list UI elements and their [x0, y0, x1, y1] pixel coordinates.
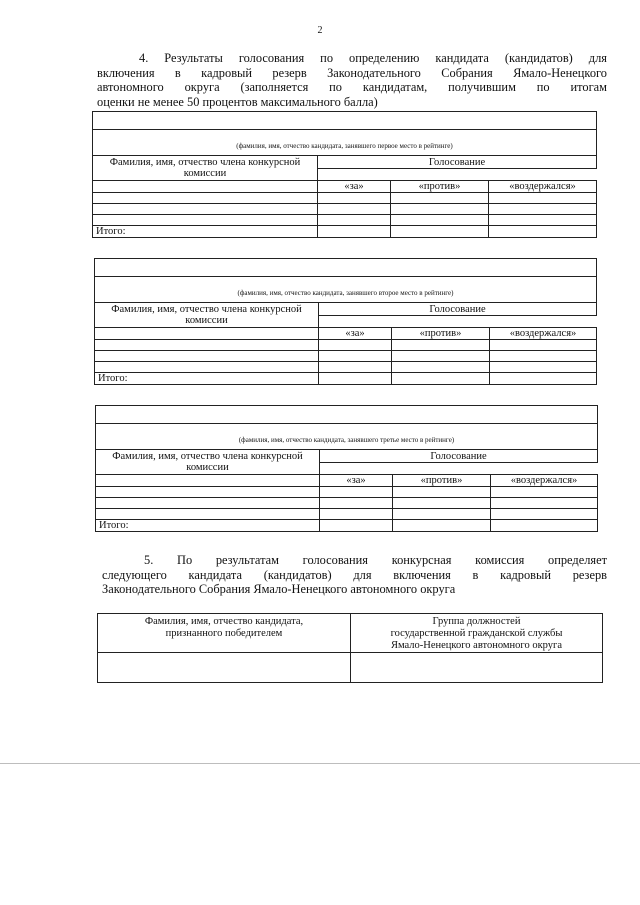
voting-header: Голосование: [320, 450, 598, 463]
vote-cell[interactable]: [391, 204, 489, 215]
vote-cell[interactable]: [489, 204, 597, 215]
member-cell[interactable]: [95, 351, 319, 362]
position-group-header-line: государственной гражданской службы: [390, 628, 563, 639]
total-label: Итого:: [95, 373, 319, 385]
winner-table: [97, 613, 603, 683]
total-cell[interactable]: [320, 520, 393, 532]
vote-cell[interactable]: [391, 193, 489, 204]
section-4-line: 4. Результаты голосования по определению кандидата (кандидатов) для: [139, 51, 607, 65]
vote-cell[interactable]: [489, 215, 597, 226]
member-column-header: Фамилия, имя, отчество члена конкурсной комиссии: [93, 156, 318, 181]
section-5-line: Законодательного Собрания Ямало-Ненецкого автономного округа: [102, 582, 456, 597]
vote-cell[interactable]: [318, 204, 391, 215]
section-5-line: следующего кандидата (кандидатов) для включения в кадровый резерв: [102, 567, 607, 582]
total-cell[interactable]: [490, 373, 597, 385]
col-against-header: «против»: [392, 328, 490, 340]
vote-cell[interactable]: [320, 509, 393, 520]
vote-cell[interactable]: [490, 362, 597, 373]
col-against-header: «против»: [391, 181, 489, 193]
vote-table-third-place: [95, 405, 598, 532]
member-cell[interactable]: [96, 498, 320, 509]
col-for-header: «за»: [320, 475, 393, 487]
vote-cell[interactable]: [490, 340, 597, 351]
vote-cell[interactable]: [489, 193, 597, 204]
member-cell[interactable]: [96, 475, 320, 487]
vote-cell[interactable]: [393, 498, 491, 509]
vote-cell[interactable]: [318, 215, 391, 226]
member-cell[interactable]: [93, 204, 318, 215]
vote-cell[interactable]: [490, 351, 597, 362]
page-number: 2: [317, 25, 323, 36]
col-abstain-header: «воздержался»: [489, 181, 597, 193]
member-column-header: Фамилия, имя, отчество члена конкурсной комиссии: [96, 450, 320, 475]
section-5-paragraph: [102, 553, 607, 597]
col-abstain-header: «воздержался»: [490, 328, 597, 340]
voting-header: Голосование: [318, 156, 597, 169]
member-cell[interactable]: [93, 193, 318, 204]
candidate-caption: (фамилия, имя, отчество кандидата, занявшего первое место в рейтинге): [93, 130, 597, 156]
col-abstain-header: «воздержался»: [491, 475, 598, 487]
member-cell[interactable]: [93, 215, 318, 226]
vote-cell[interactable]: [318, 193, 391, 204]
vote-cell[interactable]: [393, 487, 491, 498]
position-group-header-line: Ямало-Ненецкого автономного округа: [390, 640, 563, 651]
section-4-line: оценки не менее 50 процентов максимального балла): [97, 94, 378, 109]
member-cell[interactable]: [95, 328, 319, 340]
member-cell[interactable]: [96, 509, 320, 520]
total-cell[interactable]: [489, 226, 597, 238]
vote-cell[interactable]: [392, 340, 490, 351]
vote-cell[interactable]: [392, 351, 490, 362]
position-group-cell[interactable]: [351, 653, 603, 683]
total-cell[interactable]: [319, 373, 392, 385]
vote-cell[interactable]: [491, 487, 598, 498]
total-cell[interactable]: [491, 520, 598, 532]
vote-table-second-place: [94, 258, 597, 385]
total-cell[interactable]: [391, 226, 489, 238]
vote-cell[interactable]: [491, 498, 598, 509]
candidate-caption: (фамилия, имя, отчество кандидата, занявшего второе место в рейтинге): [95, 277, 597, 303]
col-for-header: «за»: [318, 181, 391, 193]
winner-name-header-line: признанного победителем: [165, 628, 283, 639]
section-4-line: включения в кадровый резерв Законодательного Собрания Ямало-Ненецкого: [97, 65, 607, 80]
position-group-header: [351, 614, 603, 653]
vote-table-first-place: [92, 111, 597, 238]
total-label: Итого:: [96, 520, 320, 532]
col-against-header: «против»: [393, 475, 491, 487]
vote-cell[interactable]: [491, 509, 598, 520]
candidate-name-cell[interactable]: [93, 112, 597, 130]
vote-cell[interactable]: [319, 340, 392, 351]
vote-cell[interactable]: [320, 498, 393, 509]
position-group-header-line: Группа должностей: [432, 616, 521, 627]
member-cell[interactable]: [96, 487, 320, 498]
member-cell[interactable]: [95, 340, 319, 351]
total-cell[interactable]: [318, 226, 391, 238]
vote-cell[interactable]: [391, 215, 489, 226]
vote-cell[interactable]: [319, 351, 392, 362]
candidate-name-cell[interactable]: [96, 406, 598, 424]
vote-cell[interactable]: [393, 509, 491, 520]
vote-cell[interactable]: [319, 362, 392, 373]
candidate-name-cell[interactable]: [95, 259, 597, 277]
member-cell[interactable]: [95, 362, 319, 373]
total-cell[interactable]: [392, 373, 490, 385]
member-column-header: Фамилия, имя, отчество члена конкурсной комиссии: [95, 303, 319, 328]
winner-name-header-line: Фамилия, имя, отчество кандидата,: [144, 616, 304, 627]
total-cell[interactable]: [393, 520, 491, 532]
winner-name-header: [98, 614, 351, 653]
voting-header: Голосование: [319, 303, 597, 316]
candidate-caption: (фамилия, имя, отчество кандидата, занявшего третье место в рейтинге): [96, 424, 598, 450]
winner-name-cell[interactable]: [98, 653, 351, 683]
section-5-line: 5. По результатам голосования конкурсная комиссия определяет: [144, 553, 607, 567]
col-for-header: «за»: [319, 328, 392, 340]
vote-cell[interactable]: [320, 487, 393, 498]
section-4-paragraph: [97, 51, 607, 109]
total-label: Итого:: [93, 226, 318, 238]
section-4-line: автономного округа (заполняется по кандидатам, получившим по итогам: [97, 80, 607, 95]
member-cell[interactable]: [93, 181, 318, 193]
vote-cell[interactable]: [392, 362, 490, 373]
